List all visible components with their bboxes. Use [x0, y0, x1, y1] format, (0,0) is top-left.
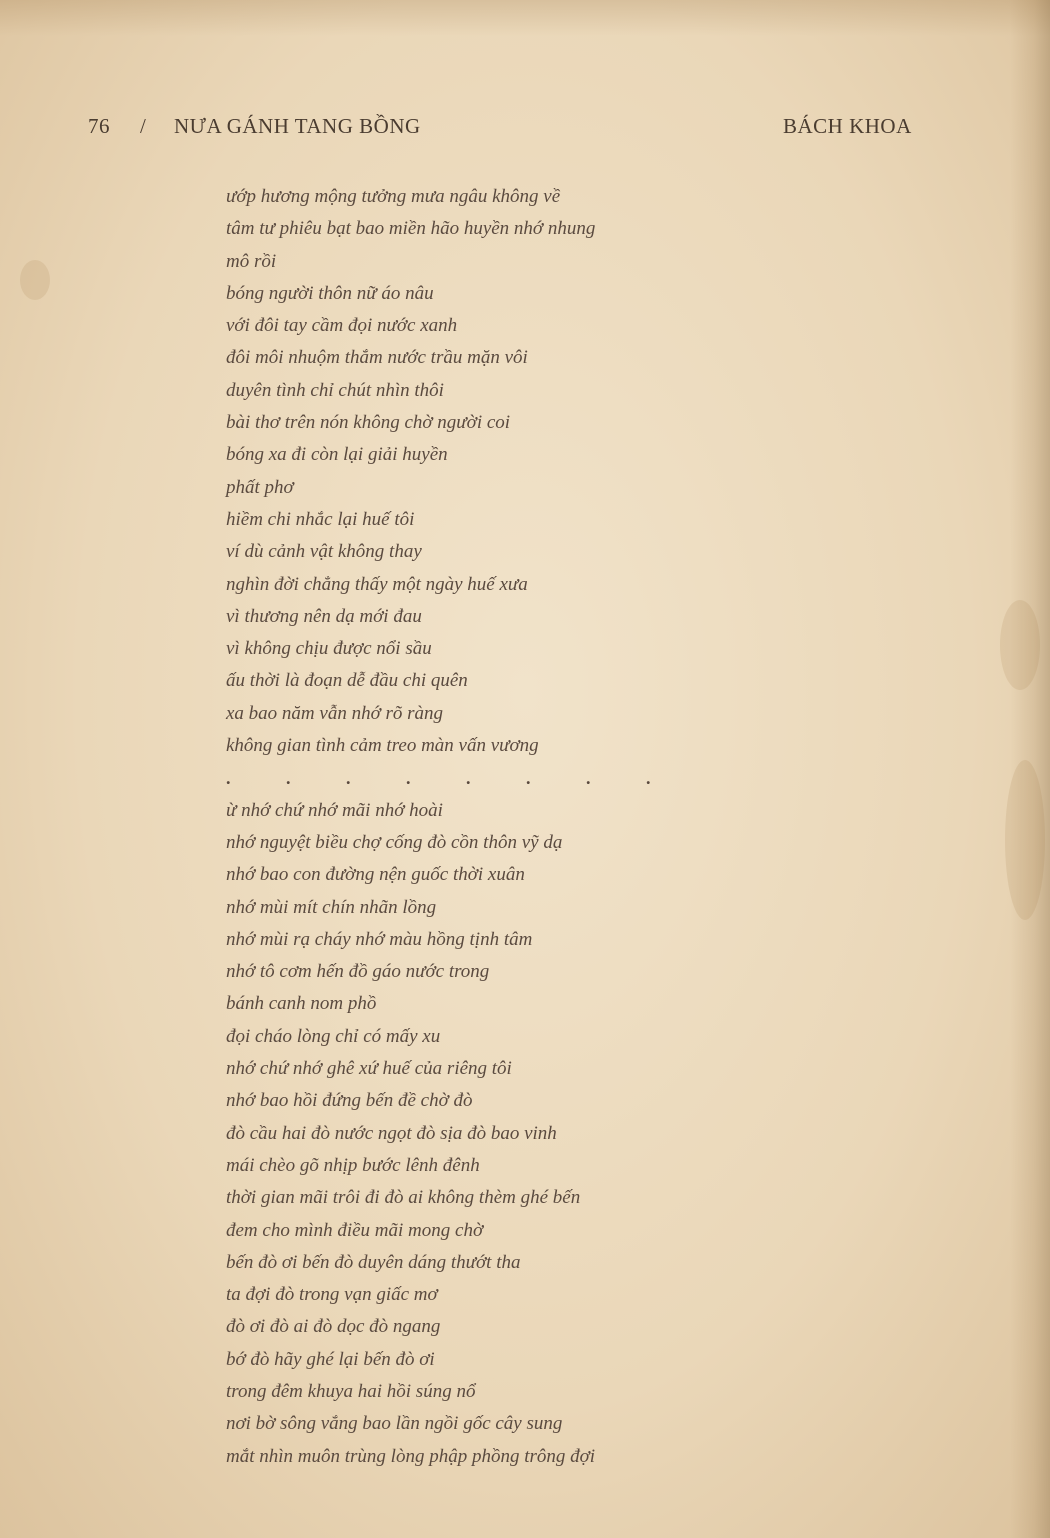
journal-name: BÁCH KHOA: [783, 114, 912, 138]
poem-line: nhớ bao hồi đứng bến đề chờ đò: [226, 1090, 473, 1112]
poem-line: bến đò ơi bến đò duyên dáng thướt tha: [226, 1251, 521, 1273]
poem-line: nhớ tô cơm hến đồ gáo nước trong: [226, 961, 490, 983]
separator-dot: .: [586, 768, 591, 789]
poem-line: bóng xa đi còn lại giải huyền: [226, 444, 448, 466]
header-separator: /: [140, 114, 147, 138]
poem-line: nhớ mùi mít chín nhãn lồng: [226, 896, 437, 918]
poem-line: nơi bờ sông vắng bao lần ngồi gốc cây sung: [226, 1413, 563, 1435]
poem-line: tâm tư phiêu bạt bao miền hão huyền nhớ nhung: [226, 218, 596, 240]
poem-line: đò cầu hai đò nước ngọt đò sịa đò bao vinh: [226, 1122, 557, 1144]
poem-line: xa bao năm vẫn nhớ rõ ràng: [226, 702, 444, 724]
poem-line: nghìn đời chẳng thấy một ngày huế xưa: [226, 573, 528, 595]
separator-dot: .: [346, 768, 351, 789]
poem-line: ấu thời là đoạn dễ đầu chi quên: [226, 670, 468, 692]
separator-dot: .: [646, 768, 651, 789]
running-header: [0, 114, 1050, 144]
poem-line: trong đêm khuya hai hồi súng nổ: [226, 1380, 476, 1402]
paper-stain: [1000, 600, 1040, 690]
poem-line: nhớ bao con đường nện guốc thời xuân: [226, 864, 525, 886]
poem-line: đem cho mình điều mãi mong chờ: [226, 1219, 484, 1241]
separator-dot: .: [526, 768, 531, 789]
poem-line: nhớ nguyệt biều chợ cống đò cồn thôn vỹ dạ: [226, 831, 563, 853]
separator-dot: .: [466, 768, 471, 789]
poem-line: bài thơ trên nón không chờ người coi: [226, 412, 511, 434]
poem-line: không gian tình cảm treo màn vấn vương: [226, 735, 539, 757]
separator-dot: .: [406, 768, 411, 789]
poem-line: đôi môi nhuộm thắm nước trầu mặn vôi: [226, 347, 528, 369]
separator-dot: .: [226, 768, 231, 789]
poem-line: vì không chịu được nổi sầu: [226, 638, 432, 660]
poem-line: bớ đò hãy ghé lại bến đò ơi: [226, 1348, 435, 1370]
stanza-separator: [226, 762, 746, 794]
page-number: 76: [88, 114, 110, 138]
poem-line: bánh canh nom phồ: [226, 993, 377, 1015]
poem-line: với đôi tay cầm đọi nước xanh: [226, 315, 458, 337]
poem-body: [226, 181, 746, 1473]
paper-stain: [20, 260, 50, 300]
poem-line: mái chèo gõ nhịp bước lênh đênh: [226, 1154, 480, 1176]
poem-line: duyên tình chỉ chút nhìn thôi: [226, 379, 444, 401]
poem-line: ví dù cảnh vật không thay: [226, 541, 422, 563]
poem-line: đò ơi đò ai đò dọc đò ngang: [226, 1316, 441, 1338]
poem-line: mắt nhìn muôn trùng lòng phập phồng trông đợi: [226, 1445, 596, 1467]
separator-dot: .: [286, 768, 291, 789]
poem-line: mô rồi: [226, 250, 277, 272]
poem-line: vì thương nên dạ mới đau: [226, 605, 422, 627]
poem-line: ừ nhớ chứ nhớ mãi nhớ hoài: [226, 799, 443, 821]
poem-line: phất phơ: [226, 476, 294, 498]
poem-line: hiềm chi nhắc lại huế tôi: [226, 508, 415, 530]
poem-line: bóng người thôn nữ áo nâu: [226, 282, 434, 304]
poem-line: nhớ mùi rạ cháy nhớ màu hồng tịnh tâm: [226, 928, 533, 950]
poem-line: ướp hương mộng tưởng mưa ngâu không về: [226, 186, 561, 207]
poem-line: ta đợi đò trong vạn giấc mơ: [226, 1284, 438, 1306]
poem-line: đọi cháo lòng chỉ có mấy xu: [226, 1025, 441, 1047]
paper-stain: [1005, 760, 1045, 920]
paper-edge-top: [0, 0, 1050, 36]
poem-line: nhớ chứ nhớ ghê xứ huế của riêng tôi: [226, 1058, 512, 1080]
article-title: NƯA GÁNH TANG BỒNG: [174, 114, 421, 138]
poem-line: thời gian mãi trôi đi đò ai không thèm ghé bến: [226, 1187, 581, 1209]
